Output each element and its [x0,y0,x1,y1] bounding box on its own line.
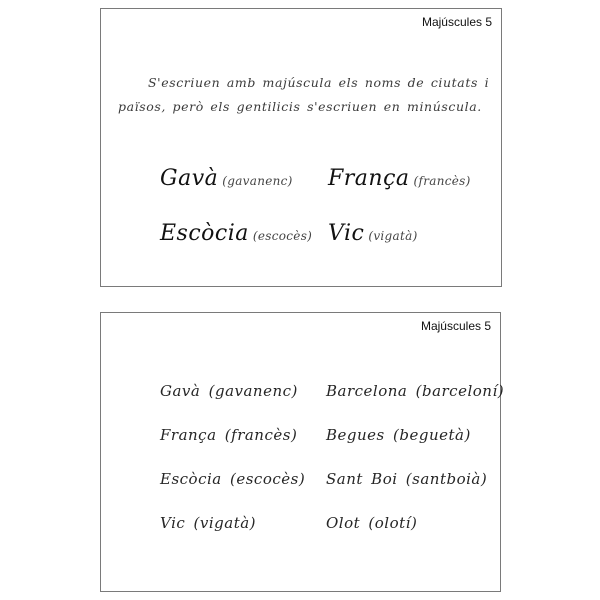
gentilici: (vigatà) [368,229,418,243]
city-name: Gavà [160,166,219,191]
flashcard-list [100,312,505,592]
gentilici: (gavanenc) [222,174,293,188]
list-item: Barcelona (barceloní) [326,382,505,400]
gentilici: (francès) [413,174,471,188]
city-name: Vic [328,221,365,246]
card-title: Majúscules 5 [420,319,491,333]
list-item: Begues (beguetà) [326,426,471,444]
list-item: Vic (vigatà) [160,514,257,532]
list-item: Escòcia (escocès) [160,470,306,488]
example-item [328,166,471,191]
list-item: França (francès) [160,426,298,444]
city-name: Escòcia [160,221,249,246]
gentilici: (escocès) [252,229,313,243]
example-item [160,221,312,246]
example-item [328,221,418,246]
example-item [160,166,293,191]
list-item: Gavà (gavanenc) [160,382,298,400]
rule-paragraph: S'escriuen amb majúscula els noms de ciutats i països, però els gentilicis s'escriuen en minúscula. [118,75,490,114]
card-title: Majúscules 5 [421,15,492,29]
list-item: Sant Boi (santboià) [326,470,488,488]
flashcard-rule [100,8,502,287]
list-item: Olot (olotí) [326,514,418,532]
city-name: França [328,166,410,191]
